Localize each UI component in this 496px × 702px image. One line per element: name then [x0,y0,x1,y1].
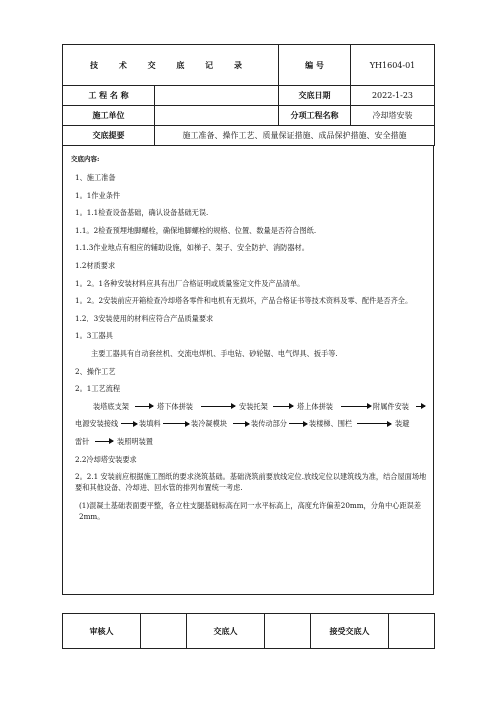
text-line: 2.2冷却塔安装要求 [75,454,137,464]
flow-step: 安装托架 [239,401,268,411]
text-line: 1。1.1检查设备基础，确认设备基础无误. [75,208,209,218]
signature-table [62,613,435,649]
text-line: 2、操作工艺 [75,366,116,376]
flow-step: 塔下体拼装 [157,401,193,411]
flow-arrow-icon [201,406,235,407]
project-label: 工 程 名 称 [63,86,155,106]
process-flow-row [75,401,427,412]
text-line: 1、施工准备 [75,173,116,182]
flow-arrow-icon [416,406,425,407]
text-line: 1.2．3安装使用的材料应符合产品质量要求 [75,313,214,323]
receiver-label: 接受交底人 [311,614,389,649]
summary-value: 施工准备、操作工艺、质量保证措施、成品保护措施、安全措施 [155,126,435,146]
unit-value [155,106,279,126]
content-box [62,146,434,595]
flow-step: 装传动部分 [251,419,287,429]
flow-step: 装避 [395,419,410,429]
receiver-value [389,614,435,649]
content-lines [75,172,427,528]
subproject-value: 冷却塔安装 [351,106,435,126]
flow-step: 装楼梯、围栏 [309,419,353,429]
flow-step: 塔上体拼装 [297,401,333,411]
reviewer-value [141,614,187,649]
flow-step: 装塔底支架 [93,401,129,411]
flow-step: 雷针 [75,436,90,446]
text-line: (1)混凝土基础表面要平整，各立柱支腿基础标高在同一水平标高上，高度允许偏差20mm，分角中心距误差 2mm。 [79,500,422,521]
reviewer-label: 审核人 [63,614,141,649]
summary-label: 交底提要 [63,126,155,146]
text-line: 主要工器具有自动套丝机、交流电焊机、手电钻、砂轮锯、电气焊具、扳手等. [91,348,338,358]
text-line: 2。2.1 安装前应根据施工图纸的要求浇筑基础。基础浇筑前要放线定位.放线定位以建筑线为准，结合屋面场地要和其他设备、冷却进、回水管的排列布置统一考虑. [75,472,427,493]
flow-arrow-icon [341,406,371,407]
flow-step: 装填料 [139,419,161,429]
flow-arrow-icon [121,423,137,424]
text-line: 1。3工器具 [75,331,113,341]
flow-arrow-icon [135,406,153,407]
text-line: 1.2材质要求 [75,260,116,270]
flow-step: 附属件安装 [373,401,409,411]
disclosure-form [62,44,434,649]
process-flow-row [75,418,427,429]
form-title: 技 术 交 底 记 录 [63,45,279,86]
flow-step: 电源安装接线 [75,419,119,429]
text-line: 2。1工艺流程 [75,384,121,394]
flow-arrow-icon [357,423,391,424]
subproject-label: 分项工程名称 [279,106,351,126]
content-intro: 交底内容: [71,155,100,163]
number-label: 编 号 [279,45,351,86]
flow-arrow-icon [273,406,293,407]
text-line: 1。2。2安装前应开箱检查冷却塔各零件和电机有无损坏，产品合格证书等技术资料及零、配件是否齐全。 [75,296,413,306]
flow-step: 装冷凝模块 [191,419,227,429]
date-label: 交底日期 [279,86,351,106]
flow-arrow-icon [233,423,249,424]
flow-arrow-icon [163,423,189,424]
discloser-value [265,614,311,649]
date-value: 2022-1-23 [351,86,435,106]
text-line: 1。1作业条件 [75,190,121,200]
project-value [155,86,279,106]
flow-step: 装照明装置 [117,436,153,446]
header-table [62,44,435,146]
unit-label: 施工单位 [63,106,155,126]
text-line: 1.1.3作业地点有相应的辅助设施，如梯子、架子、安全防护、消防器材。 [75,243,309,253]
flow-arrow-icon [289,423,307,424]
process-flow-row [75,436,427,447]
discloser-label: 交底人 [187,614,265,649]
number-value: YH1604-01 [351,45,435,86]
text-line: 1。2。1各种安装材料应具有出厂合格证明或质量鉴定文件及产品清单。 [75,278,305,288]
flow-arrow-icon [95,441,113,442]
text-line: 1.1。2检查预埋地脚螺栓，确保地脚螺栓的规格、位置、数量是否符合图纸. [75,225,317,235]
